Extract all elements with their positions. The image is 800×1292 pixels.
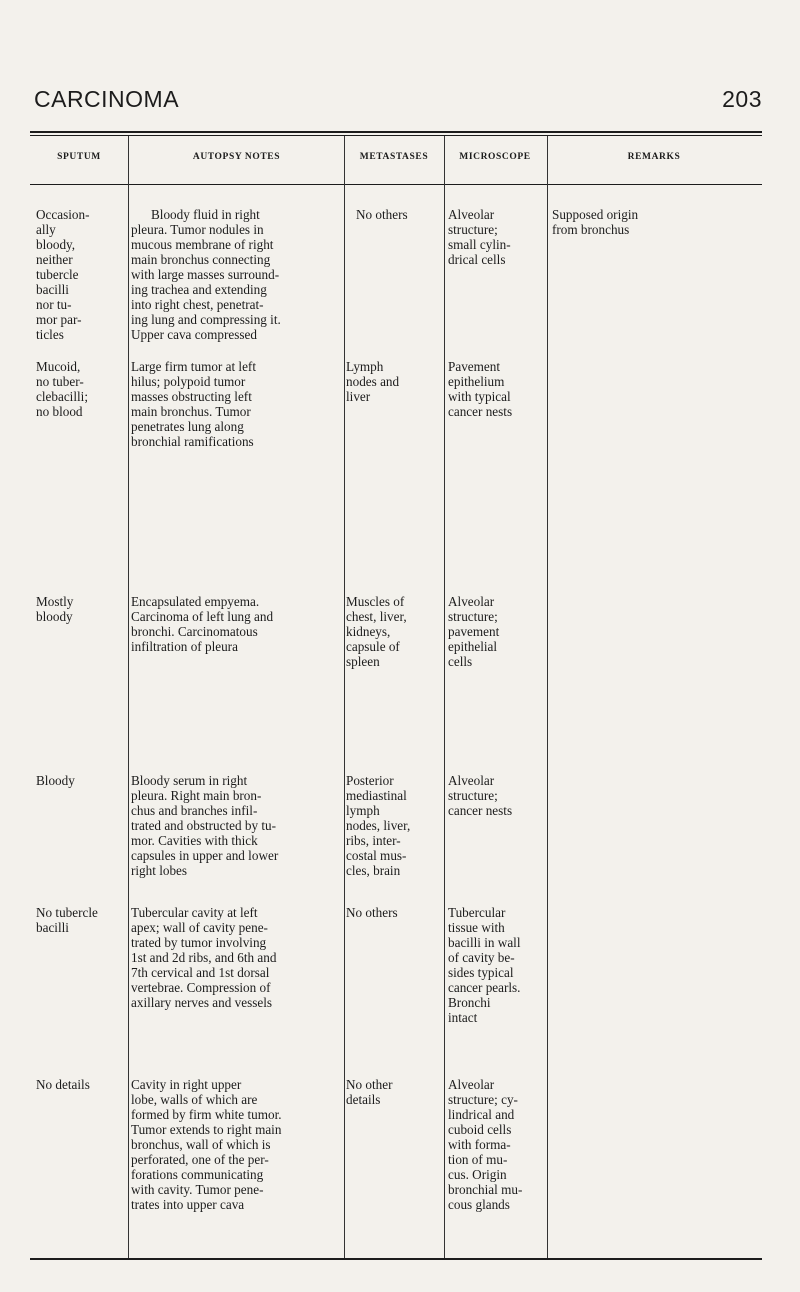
table-cell-sputum: Bloody (36, 773, 75, 788)
table-cell-metastases: Lymph nodes and liver (346, 359, 400, 404)
page-number: 203 (722, 86, 762, 112)
table-cell-metastases: No others (346, 905, 398, 920)
header-rule (30, 184, 762, 185)
column-divider (128, 136, 129, 1258)
table-cell-autopsy: Bloody fluid in right pleura. Tumor nodules in mucous membrane of right main bronchus connecting with large masses surround- ing trachea and extending into right chest, penetrat- ing lung and compressing it. Upper cava compressed (131, 207, 281, 342)
table-cell-microscope: Alveolar structure; small cylin- drical cells (448, 207, 511, 267)
column-header-autopsy: AUTOPSY NOTES (192, 152, 281, 162)
bottom-rule (30, 1258, 762, 1260)
column-header-remarks: REMARKS (627, 152, 681, 162)
column-divider (444, 136, 445, 1258)
table-cell-sputum: No details (36, 1077, 90, 1092)
column-header-metastases: METASTASES (359, 152, 429, 162)
table-cell-microscope: Tubercular tissue with bacilli in wall of cavity be- sides typical cancer pearls. Bronchi intact (448, 905, 521, 1025)
column-header-sputum: SPUTUM (57, 152, 101, 162)
table-cell-sputum: Mucoid, no tuber- clebacilli; no blood (36, 359, 88, 419)
column-divider (547, 136, 548, 1258)
table-cell-autopsy: Tubercular cavity at left apex; wall of cavity pene- trated by tumor involving 1st and 2d ribs, and 6th and 7th cervical and 1st dorsal vertebrae. Compression of axillary nerves and vessels (131, 905, 277, 1010)
table-cell-metastases: Posterior mediastinal lymph nodes, liver, ribs, inter- costal mus- cles, brain (346, 773, 411, 878)
table-cell-autopsy: Bloody serum in right pleura. Right main bron- chus and branches infil- trated and obstructed by tu- mor. Cavities with thick capsules in upper and lower right lobes (131, 773, 279, 878)
chapter-title: CARCINOMA (34, 86, 180, 112)
top-rule-thin (30, 135, 762, 136)
table-cell-microscope: Alveolar structure; cancer nests (448, 773, 513, 818)
table-cell-autopsy: Encapsulated empyema. Carcinoma of left lung and bronchi. Carcinomatous infiltration of pleura (131, 594, 274, 654)
table-cell-autopsy: Large firm tumor at left hilus; polypoid tumor masses obstructing left main bronchus. Tumor penetrates lung along bronchial ramifications (131, 359, 256, 449)
table-cell-microscope: Alveolar structure; pavement epithelial cells (448, 594, 500, 669)
table-cell-remarks: Supposed origin from bronchus (552, 207, 639, 237)
column-header-microscope: MICROSCOPE (459, 152, 531, 162)
table-cell-metastases: Muscles of chest, liver, kidneys, capsule of spleen (346, 594, 407, 669)
running-head (34, 86, 762, 120)
table-cell-autopsy: Cavity in right upper lobe, walls of which are formed by firm white tumor. Tumor extends to right main bronchus, wall of which is perforated, one of the per- forations communicating with cavity. Tumor pene- trates into upper cava (131, 1077, 282, 1212)
table-cell-sputum: Mostly bloody (36, 594, 74, 624)
table-cell-sputum: Occasion- ally bloody, neither tubercle bacilli nor tu- mor par- ticles (36, 207, 90, 342)
table-cell-microscope: Alveolar structure; cy- lindrical and cuboid cells with forma- tion of mu- cus. Origin bronchial mu- cous glands (448, 1077, 523, 1212)
table-cell-microscope: Pavement epithelium with typical cancer nests (448, 359, 513, 419)
table-cell-sputum: No tubercle bacilli (36, 905, 98, 935)
table-cell-metastases: No other details (346, 1077, 393, 1107)
table-cell-metastases: No others (356, 207, 408, 222)
top-rule (30, 131, 762, 133)
